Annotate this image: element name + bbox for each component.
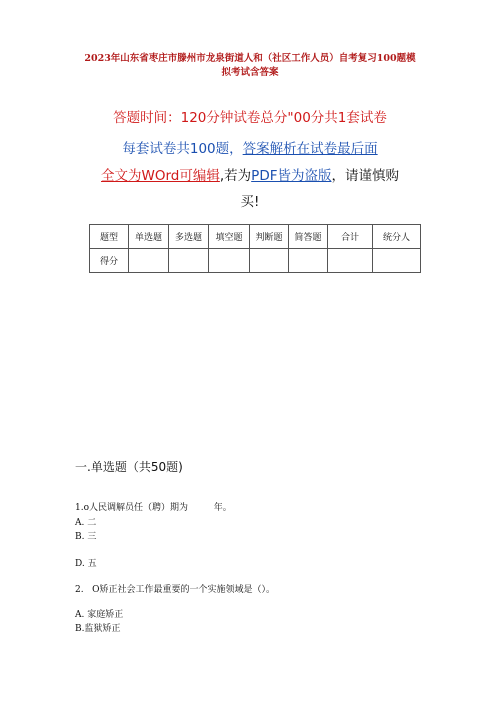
notice-connector: ,若为 [219, 168, 252, 184]
question-stem: 1.o人民调解员任（聘）期为 年。 [75, 503, 232, 513]
score-cell[interactable] [169, 249, 209, 273]
score-cell[interactable] [129, 249, 169, 273]
header-cell: 判断题 [250, 225, 289, 249]
header-cell: 多选题 [169, 225, 209, 249]
pdf-piracy-text: PDF皆为盗版 [251, 168, 332, 184]
score-table-header-row [90, 225, 421, 249]
option-b: B. 三 [75, 532, 97, 542]
editable-text: 全文为WOrd可编辑 [101, 168, 220, 184]
header-cell: 简答题 [289, 225, 328, 249]
question-count-text: 每套试卷共100题， [122, 141, 243, 157]
score-cell[interactable] [250, 249, 289, 273]
option-a: A. 家庭矫正 [75, 610, 124, 620]
option-b: B.监狱矫正 [75, 624, 121, 634]
header-cell: 合计 [328, 225, 373, 249]
exam-time-info: 答题时间：120分钟试卷总分"00分共1套试卷 [113, 110, 387, 126]
header-cell: 统分人 [373, 225, 421, 249]
score-table [89, 224, 421, 273]
title-line-1: 2023年山东省枣庄市滕州市龙泉街道人和（社区工作人员）自考复习100题模 [84, 53, 416, 64]
score-table-score-row [90, 249, 421, 273]
score-cell[interactable] [209, 249, 250, 273]
score-cell[interactable] [289, 249, 328, 273]
header-cell: 题型 [90, 225, 129, 249]
question-count-info [0, 137, 500, 157]
header-cell: 单选题 [129, 225, 169, 249]
question-stem: 2. O矫正社会工作最重要的一个实施领域是（）。 [75, 585, 276, 595]
document-title [40, 52, 460, 80]
score-row-label: 得分 [90, 249, 129, 273]
answer-location-text: 答案解析在试卷最后面 [242, 141, 378, 157]
section-heading: 一.单选题（共50题) [75, 460, 183, 474]
option-d: D. 五 [75, 559, 97, 569]
edit-notice [0, 164, 500, 184]
header-cell: 填空题 [209, 225, 250, 249]
score-cell[interactable] [373, 249, 421, 273]
notice-caution: ，请谨慎购 [331, 168, 399, 184]
option-a: A. 二 [75, 518, 97, 528]
title-line-2: 拟考试含答案 [221, 67, 279, 78]
score-cell[interactable] [328, 249, 373, 273]
edit-notice-end: 买! [240, 194, 260, 210]
